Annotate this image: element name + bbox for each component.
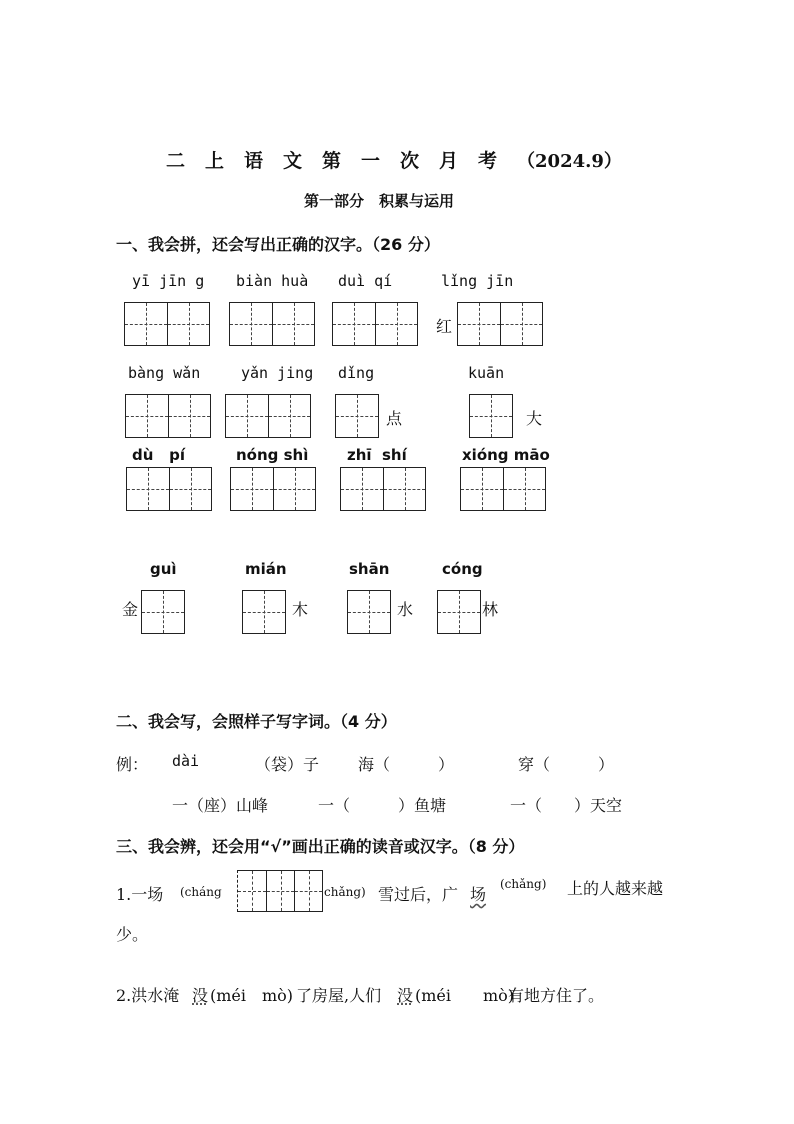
section3-heading: 三、我会辨，还会用“√”画出正确的读音或汉字。（8 分） [116,837,525,856]
section2-heading: 二、我会写，会照样子写字词。（4 分） [116,712,397,731]
pinyin-ding: dǐng [338,364,375,382]
write-box-ding[interactable] [335,394,379,438]
pinyin-duiqi: duì qí [338,272,393,290]
write-box-kuan[interactable] [469,394,513,438]
pinyin-mian: mián [245,560,287,578]
item-yutang: 一（ ）鱼塘 [318,796,447,815]
exam-title [166,146,622,173]
write-box-mian[interactable] [242,590,286,634]
write-box-yijing[interactable] [124,302,210,346]
write-box-bianhua[interactable] [229,302,315,346]
example-word: （袋）子 [255,755,320,774]
pinyin-bianhua: biàn huà [236,272,309,290]
write-box-cong[interactable] [437,590,481,634]
write-box-dupi[interactable] [126,467,212,511]
q1-prefix: 1.一场 [116,885,164,904]
pinyin-yanjing: yǎn jing [241,364,314,382]
example-label: 例： [116,755,149,774]
pinyin-dupi: dù pí [132,446,185,464]
part-title: 第一部分 积累与运用 [304,192,455,210]
write-box-xiongmao[interactable] [460,467,546,511]
item-zuo: 一（座）山峰 [172,796,269,815]
write-box-yanjing[interactable] [225,394,311,438]
q1-wrap: 少。 [116,925,149,944]
suffix-da: 大 [526,409,543,428]
item-hai: 海（ ） [358,755,455,774]
suffix-shui: 水 [397,600,414,619]
q1-choice-c[interactable]: (chǎng) [500,877,547,891]
q2-char: 没 [192,986,209,1005]
pinyin-lingjin: lǐng jīn [441,272,514,290]
exam-title-text: 二上语文第一次月考 [166,150,518,172]
pinyin-yijing: yī jīn g [132,272,205,290]
pinyin-shan: shān [349,560,390,578]
q2-mid: 了房屋,人们 [296,986,382,1005]
q2-choice2[interactable]: (méi mò) [415,986,515,1005]
suffix-dian: 点 [386,409,403,428]
pinyin-cong: cóng [442,560,483,578]
q1-suffix: 上的人越来越 [567,879,664,898]
pinyin-zhishi: zhī shí [347,446,407,464]
q1-choice-a[interactable]: (cháng [180,885,222,899]
q1-mid: 雪过后，广 [378,885,459,904]
prefix-jin: 金 [122,600,139,619]
q2-prefix: 2.洪水淹 [116,986,180,1005]
exam-year: （2024.9） [517,151,622,172]
q2-choice1[interactable]: (méi mò) [210,986,294,1005]
suffix-lin: 林 [482,600,499,619]
suffix-mu: 木 [292,600,309,619]
q2-suffix: 有地方住了。 [508,986,605,1005]
example-pinyin: dài [172,752,200,770]
pinyin-gui: guì [150,560,177,578]
item-chuan: 穿（ ） [518,755,615,774]
write-box-nongshi[interactable] [230,467,316,511]
write-box-bangwan[interactable] [125,394,211,438]
q1-choice-b[interactable]: chǎng) [324,885,366,899]
pinyin-kuan: kuān [468,364,505,382]
pinyin-xiongmao: xióng māo [462,446,550,464]
write-box-zhishi[interactable] [340,467,426,511]
pinyin-nongshi: nóng shì [236,446,309,464]
q2-char2: 没 [397,986,414,1005]
q1-answer-box[interactable] [237,870,323,912]
write-box-lingjin[interactable] [457,302,543,346]
q1-char: 场 [470,885,487,904]
write-box-duiqi[interactable] [332,302,418,346]
prefix-hong: 红 [436,317,453,336]
item-tiankong: 一（ ）天空 [510,796,623,815]
write-box-gui[interactable] [141,590,185,634]
write-box-shan[interactable] [347,590,391,634]
pinyin-bangwan: bàng wǎn [128,364,201,382]
section1-heading: 一、我会拼，还会写出正确的汉字。（26 分） [116,235,440,254]
